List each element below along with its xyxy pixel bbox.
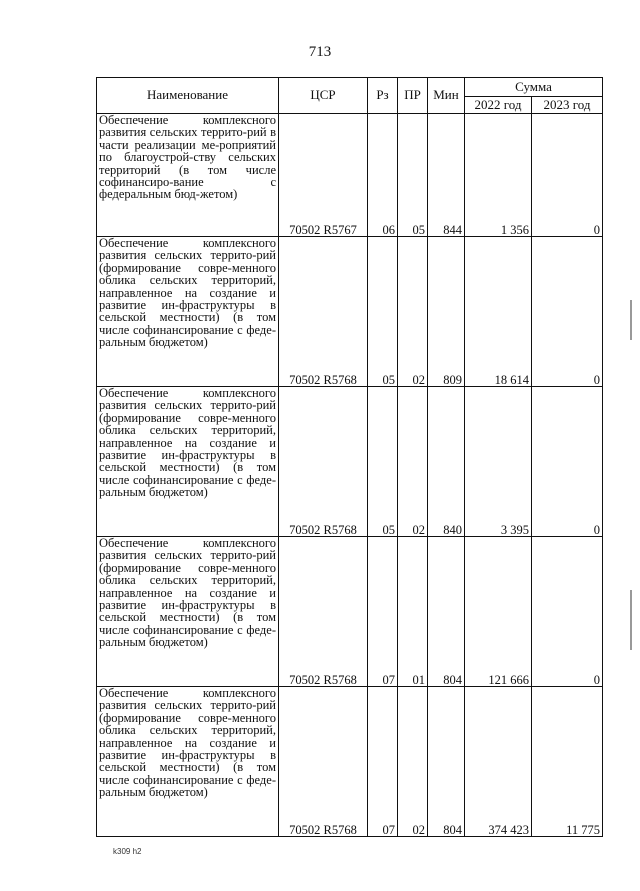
row-sum-2022: 18 614 (465, 237, 532, 387)
footer-code: k309 h2 (113, 847, 142, 856)
header-name: Наименование (97, 78, 279, 114)
row-rz: 07 (368, 537, 398, 687)
row-min: 804 (428, 687, 465, 837)
row-min: 844 (428, 114, 465, 237)
table-row (97, 537, 603, 687)
row-name: Обеспечение комплексного развития сельских террито-рий (формирование совре-менного облика сельских территорий, направленное на создание и развитие ин-фраструктуры в сельской местности) (в том числе софинансирование с феде-ральным бюджетом) (97, 387, 279, 537)
row-min: 840 (428, 387, 465, 537)
row-rz: 05 (368, 237, 398, 387)
table-row (97, 114, 603, 237)
row-name: Обеспечение комплексного развития сельских террито-рий (формирование совре-менного облика сельских территорий, направленное на создание и развитие ин-фраструктуры в сельской местности) (в том числе софинансирование с феде-ральным бюджетом) (97, 537, 279, 687)
page-number: 713 (308, 44, 332, 60)
row-name: Обеспечение комплексного развития сельских террито-рий в части реализации ме-роприятий по благоустрой-ству сельских территорий (в том числе софинансиро-вание с федеральным бюд-жетом) (97, 114, 279, 237)
budget-table (96, 77, 603, 837)
row-sum-2022: 121 666 (465, 537, 532, 687)
table-row (97, 687, 603, 837)
table-row (97, 387, 603, 537)
scan-edge-mark (630, 300, 632, 340)
row-sum-2022: 1 356 (465, 114, 532, 237)
row-sum-2023: 11 775 (532, 687, 603, 837)
row-sum-2022: 374 423 (465, 687, 532, 837)
row-pr: 02 (398, 237, 428, 387)
table-row (97, 237, 603, 387)
header-year-2023: 2023 год (532, 97, 603, 114)
scan-edge-mark (630, 590, 632, 650)
header-csr: ЦСР (279, 78, 368, 114)
row-csr: 70502 R5768 (279, 537, 368, 687)
header-min: Мин (428, 78, 465, 114)
row-csr: 70502 R5768 (279, 687, 368, 837)
row-sum-2023: 0 (532, 114, 603, 237)
row-sum-2022: 3 395 (465, 387, 532, 537)
header-year-2022: 2022 год (465, 97, 532, 114)
row-csr: 70502 R5768 (279, 387, 368, 537)
row-pr: 01 (398, 537, 428, 687)
row-csr: 70502 R5768 (279, 237, 368, 387)
row-name: Обеспечение комплексного развития сельских террито-рий (формирование совре-менного облика сельских территорий, направленное на создание и развитие ин-фраструктуры в сельской местности) (в том числе софинансирование с феде-ральным бюджетом) (97, 237, 279, 387)
row-pr: 05 (398, 114, 428, 237)
row-pr: 02 (398, 687, 428, 837)
row-csr: 70502 R5767 (279, 114, 368, 237)
header-rz: Рз (368, 78, 398, 114)
header-pr: ПР (398, 78, 428, 114)
row-sum-2023: 0 (532, 537, 603, 687)
row-min: 804 (428, 537, 465, 687)
header-sum: Сумма (465, 78, 603, 97)
table-header-row (97, 78, 603, 97)
row-rz: 07 (368, 687, 398, 837)
row-min: 809 (428, 237, 465, 387)
row-sum-2023: 0 (532, 387, 603, 537)
row-name: Обеспечение комплексного развития сельских террито-рий (формирование совре-менного облика сельских территорий, направленное на создание и развитие ин-фраструктуры в сельской местности) (в том числе софинансирование с феде-ральным бюджетом) (97, 687, 279, 837)
row-rz: 05 (368, 387, 398, 537)
row-rz: 06 (368, 114, 398, 237)
row-sum-2023: 0 (532, 237, 603, 387)
row-pr: 02 (398, 387, 428, 537)
